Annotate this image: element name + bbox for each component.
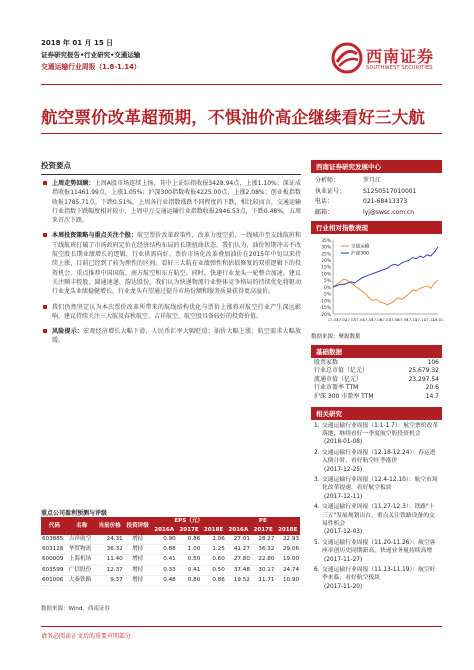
table-cell: 0.90 bbox=[152, 535, 177, 545]
th-pe-2016: 2016A bbox=[226, 526, 251, 535]
bullet-icon bbox=[43, 233, 47, 237]
related-number: 5. bbox=[314, 539, 320, 546]
table-cell: 增持 bbox=[124, 545, 152, 555]
analyst-row bbox=[315, 197, 438, 208]
point-outlook bbox=[41, 303, 301, 322]
report-header bbox=[41, 38, 141, 73]
x-tick-label: 17-10 bbox=[406, 318, 417, 322]
related-item[interactable] bbox=[314, 476, 439, 501]
basic-data-value: 25,679.32 bbox=[408, 367, 439, 374]
related-list bbox=[311, 420, 442, 596]
basic-data-row bbox=[311, 358, 442, 367]
legend-label: 沪深300 bbox=[351, 251, 369, 257]
table-cell: 增持 bbox=[124, 565, 152, 575]
table-cell: 0.60 bbox=[201, 555, 226, 565]
table-cell: 30.17 bbox=[251, 565, 276, 575]
bullet-icon bbox=[43, 329, 47, 333]
x-tick-label: 17-02 bbox=[336, 318, 347, 322]
stock-table-heading: 重点公司盈利预测与评级 bbox=[41, 510, 108, 517]
x-tick-label: 17-08 bbox=[389, 318, 400, 322]
logo-emblem-icon bbox=[331, 42, 363, 74]
basic-data-value: 106 bbox=[427, 358, 439, 366]
y-tick-label: 20% bbox=[321, 258, 331, 264]
x-tick-label: 18-01 bbox=[432, 318, 444, 322]
th-price: 当前价格 bbox=[96, 517, 124, 535]
investment-rule bbox=[41, 174, 301, 175]
th-pe-group: PE bbox=[226, 517, 300, 526]
relative-index-chart bbox=[311, 234, 442, 330]
table-cell: 1.25 bbox=[201, 545, 226, 555]
y-tick-label: 30% bbox=[321, 245, 331, 251]
analyst-value: S1250517010001 bbox=[363, 187, 417, 195]
table-cell: 28.27 bbox=[251, 535, 276, 545]
table-cell: 19.52 bbox=[226, 575, 251, 585]
report-title: 航空票价改革超预期，不惧油价高企继续看好三大航 bbox=[41, 108, 426, 127]
point-lead: 风险提示： bbox=[52, 328, 84, 336]
report-date: 2018 年 01 月 15 日 bbox=[41, 39, 114, 47]
table-cell: 0.86 bbox=[177, 535, 202, 545]
table-cell: 0.41 bbox=[177, 565, 202, 575]
logo-brand: 西南证券 bbox=[366, 47, 435, 66]
related-title: 交通运输行业周报（11.27-12.3）：铁路"十三五"发展规划出台，重点关注铁路设备的交易性机会 bbox=[322, 504, 435, 527]
related-item[interactable] bbox=[314, 566, 439, 591]
table-cell: 0.86 bbox=[201, 575, 226, 585]
analyst-row bbox=[315, 208, 438, 219]
table-cell: 广信股份 bbox=[68, 565, 96, 575]
related-number: 2. bbox=[314, 449, 320, 456]
th-name: 名称 bbox=[68, 517, 96, 535]
table-cell: 41.27 bbox=[226, 545, 251, 555]
table-cell: 24.31 bbox=[96, 535, 124, 545]
th-code: 代码 bbox=[41, 517, 68, 535]
point-risk bbox=[41, 327, 301, 346]
table-cell: 19.00 bbox=[275, 555, 300, 565]
basic-data-label: 行业市盈率 TTM bbox=[314, 384, 359, 391]
table-cell: 大秦铁路 bbox=[68, 575, 96, 585]
table-cell: 27.01 bbox=[226, 535, 251, 545]
table-cell: 37.48 bbox=[226, 565, 251, 575]
table-cell: 增持 bbox=[124, 535, 152, 545]
related-number: 3. bbox=[314, 476, 320, 483]
related-date: (2017-11-20) bbox=[324, 583, 363, 590]
x-tick-label: 17-03 bbox=[345, 318, 356, 322]
basic-data-value: 23,297.54 bbox=[408, 375, 439, 383]
table-cell: 27.80 bbox=[226, 555, 251, 565]
y-tick-label: -10% bbox=[319, 299, 331, 305]
table-cell: 29.06 bbox=[275, 545, 300, 555]
related-number: 6. bbox=[314, 567, 320, 573]
y-tick-label: -20% bbox=[319, 312, 331, 318]
sidebar bbox=[311, 160, 442, 595]
footer-rule bbox=[41, 626, 442, 627]
related-item[interactable] bbox=[314, 422, 439, 447]
basic-data-label: 股票家数 bbox=[314, 358, 339, 366]
related-number: 4. bbox=[314, 504, 320, 511]
x-tick-label: 17-12 bbox=[424, 318, 435, 322]
table-cell: 11.40 bbox=[96, 555, 124, 565]
y-tick-label: 5% bbox=[324, 279, 331, 285]
point-text: 宏观经济增长大幅下滑，人民币汇率大幅贬值；油价大幅上涨；航空需求大幅放缓。 bbox=[52, 328, 301, 345]
y-tick-label: 35% bbox=[321, 238, 331, 244]
table-cell: 1.00 bbox=[177, 545, 202, 555]
basic-data-row bbox=[311, 392, 442, 401]
table-row bbox=[41, 555, 300, 565]
stock-table-source: 数据来源：Wind，西南证券 bbox=[41, 606, 110, 612]
table-cell: 603128 bbox=[41, 545, 68, 555]
table-cell: 华贸物流 bbox=[68, 545, 96, 555]
th-pe-2017: 2017E bbox=[251, 526, 276, 535]
title-rule bbox=[41, 133, 442, 134]
related-date: (2017-11-27) bbox=[324, 556, 363, 563]
analyst-row bbox=[315, 187, 438, 198]
y-tick-label: 0% bbox=[324, 285, 331, 291]
related-date: (2017-12-25) bbox=[324, 466, 363, 473]
y-tick-label: 15% bbox=[321, 265, 331, 271]
point-text: 航空票价改革政策性，改革力度空前，一线城市至支线航班和干线航班打破了市场政府定价在经济结构布局的长期扭曲状态。我们认为，油价短期冲击不改航空股长期业绩增长的逻辑，行业供需向好，票价市场化改革叠加油价在2015年中旬以来持续上涨，目前已经到了较为理性的区间。看好三大航在业绩弹性和估值修复的双重逻辑下的投资机会。重点推荐中国国航、南方航空和东方航空。同时，快递行业龙头一轮整合加速，建议关注顺丰控股、圆通速递、韵达股份。我们认为快递物流行业整体竞争格局的持续优化将驱动行业龙头业绩稳健增长，行业龙头有望通过提升市场份额和服务质量获得更高溢价。 bbox=[52, 232, 301, 296]
chart-canvas bbox=[311, 234, 442, 330]
table-cell: 上海机场 bbox=[68, 555, 96, 565]
stock-forecast-table bbox=[41, 517, 300, 586]
x-tick-label: 17-11 bbox=[415, 318, 426, 322]
analyst-value: lyj@swsc.com.cn bbox=[363, 208, 415, 216]
x-tick-label: 17-05 bbox=[362, 318, 374, 322]
investment-section bbox=[41, 160, 301, 352]
table-cell: 0.41 bbox=[152, 555, 177, 565]
y-tick-label: -5% bbox=[322, 292, 331, 298]
analyst-value: 罗月江 bbox=[363, 177, 382, 184]
y-tick-label: -15% bbox=[319, 306, 331, 312]
basic-data-value: 20.6 bbox=[425, 384, 439, 391]
basic-data-heading: 基础数据 bbox=[311, 345, 442, 358]
table-cell: 吉祥航空 bbox=[68, 535, 96, 545]
point-market-review bbox=[41, 179, 301, 225]
related-item[interactable] bbox=[314, 503, 439, 537]
footer-disclaimer: 请务必阅读正文后的重要声明部分 bbox=[41, 633, 132, 640]
table-cell: 36.32 bbox=[251, 545, 276, 555]
table-cell: 600009 bbox=[41, 555, 68, 565]
table-cell: 11.71 bbox=[251, 575, 276, 585]
table-cell: 0.88 bbox=[152, 545, 177, 555]
table-cell: 0.80 bbox=[177, 575, 202, 585]
related-title: 交通运输行业周报（12.4-12.10）：航空市场化改革提速，看好航空板块 bbox=[322, 476, 438, 492]
th-eps-group: EPS（元） bbox=[152, 517, 226, 526]
investment-heading: 投资要点 bbox=[41, 161, 71, 170]
table-cell: 601006 bbox=[41, 575, 68, 585]
table-cell: 36.32 bbox=[96, 545, 124, 555]
company-logo bbox=[331, 41, 441, 79]
analyst-label: 分析师： bbox=[315, 177, 340, 184]
related-date: (2017-12-11) bbox=[324, 493, 363, 500]
analyst-info bbox=[311, 173, 442, 221]
table-cell: 12.37 bbox=[96, 565, 124, 575]
stock-table-body bbox=[41, 535, 300, 586]
basic-data-table bbox=[311, 358, 442, 401]
table-cell: 603599 bbox=[41, 565, 68, 575]
basic-data-label: 沪深 300 市盈率 TTM bbox=[314, 392, 374, 400]
related-title: 交通运输行业周报（1.1-1.7）：航空票价改革落地，继续看好一季度航空股投资机会 bbox=[322, 422, 439, 437]
table-row bbox=[41, 575, 300, 585]
table-cell: 增持 bbox=[124, 555, 152, 565]
analyst-label: 邮箱： bbox=[315, 208, 334, 216]
table-cell: 0.50 bbox=[201, 565, 226, 575]
analyst-row bbox=[315, 176, 438, 187]
analyst-value: 021-68413373 bbox=[363, 198, 408, 205]
th-eps-2016: 2016A bbox=[152, 526, 177, 535]
header-rule bbox=[41, 84, 442, 85]
basic-data-label: 流通市值（亿元） bbox=[314, 375, 363, 383]
x-tick-label: 17-04 bbox=[354, 318, 365, 322]
table-cell: 1.06 bbox=[201, 535, 226, 545]
related-item[interactable] bbox=[314, 449, 439, 474]
basic-data-label: 行业总市值（亿元） bbox=[314, 367, 369, 374]
x-tick-label: 17-01 bbox=[327, 318, 339, 322]
chart-source: 数据来源：聚源数据 bbox=[311, 334, 361, 340]
point-text: 我们仍然坚定认为本次票价改革所带来的航线结构优化与票价上涨将对航空行业产生深远影响，建议持续关注三大航及春秋航空、吉祥航空，航空股具备较好的投资价值。 bbox=[52, 303, 301, 320]
th-eps-2017: 2017E bbox=[177, 526, 202, 535]
related-date: (2017-12-03) bbox=[324, 529, 363, 536]
related-item[interactable] bbox=[314, 539, 439, 564]
table-cell: 0.48 bbox=[152, 575, 177, 585]
logo-brand-en: SOUTHWEST SECURITIES bbox=[366, 65, 433, 71]
related-title: 交通运输行业周报（11.20-11.26）：航空客座率创历史同期新高，快递业务量持续高增 bbox=[322, 539, 436, 555]
point-lead: 本周投资策略与重点关注个股： bbox=[52, 232, 138, 240]
table-cell: 增持 bbox=[124, 575, 152, 585]
analyst-label: 执业证号： bbox=[315, 187, 346, 195]
table-cell: 10.90 bbox=[275, 575, 300, 585]
x-tick-label: 17-06 bbox=[371, 318, 382, 322]
th-eps-2018: 2018E bbox=[201, 526, 226, 535]
table-cell: 24.74 bbox=[275, 565, 300, 575]
table-row bbox=[41, 535, 300, 545]
point-lead: 上周走势回顾： bbox=[52, 180, 95, 187]
related-heading: 相关研究 bbox=[311, 407, 442, 420]
basic-data-value: 14.7 bbox=[425, 392, 439, 400]
related-number: 1. bbox=[314, 422, 320, 429]
report-subtitle: 交通运输行业周报（1.8-1.14） bbox=[41, 63, 141, 71]
analyst-label: 电话： bbox=[315, 198, 334, 205]
basic-data-row bbox=[311, 384, 442, 393]
table-cell: 0.33 bbox=[152, 565, 177, 575]
bullet-icon bbox=[43, 305, 47, 309]
x-tick-label: 17-07 bbox=[380, 318, 391, 322]
th-pe-2018: 2018E bbox=[275, 526, 300, 535]
related-title: 交通运输行业周报（12.18-12.24）：春运进入倒计时，看好航空旺季涨价 bbox=[322, 449, 436, 465]
legend-label: 交通运输 bbox=[351, 244, 370, 250]
y-tick-label: 25% bbox=[321, 252, 331, 258]
table-cell: 603885 bbox=[41, 535, 68, 545]
table-row bbox=[41, 545, 300, 555]
table-cell: 22.80 bbox=[251, 555, 276, 565]
chart-heading: 行业相对指数表现 bbox=[311, 221, 442, 234]
bullet-icon bbox=[43, 181, 47, 185]
point-text: 上周A股市场连续上扬，其中上证综指收报3428.94点，上涨1.10%；深证成指收报11461.99点，上涨1.05%；沪深300指数收报4225.00点，上涨2.08%；创业板指数收报1785.71点，下跌0.51%。上周各行业指数涨跌不同程度的下跌，相比较而言，交通运输行业指数下跌幅度相对较小，上周申万交通运输行业指数收报2946.53点，下跌0.48%，五周来首次下跌。 bbox=[52, 180, 301, 225]
basic-data-row bbox=[311, 375, 442, 384]
th-rating: 投资评级 bbox=[124, 517, 152, 535]
analyst-heading: 西南证券研究发展中心 bbox=[311, 160, 442, 173]
y-tick-label: 10% bbox=[321, 272, 331, 278]
basic-data-row bbox=[311, 367, 442, 376]
table-row bbox=[41, 565, 300, 575]
point-strategy bbox=[41, 231, 301, 296]
related-date: (2018-01-08) bbox=[324, 439, 363, 446]
table-cell: 0.50 bbox=[177, 555, 202, 565]
report-category: 证券研究报告•行业研究•交通运输 bbox=[41, 51, 141, 59]
related-title: 交通运输行业周报（11.13-11.19）：航空旺季来临，看好航空板块 bbox=[322, 567, 436, 582]
x-tick-label: 17-09 bbox=[397, 318, 409, 322]
table-cell: 9.37 bbox=[96, 575, 124, 585]
table-cell: 22.93 bbox=[275, 535, 300, 545]
